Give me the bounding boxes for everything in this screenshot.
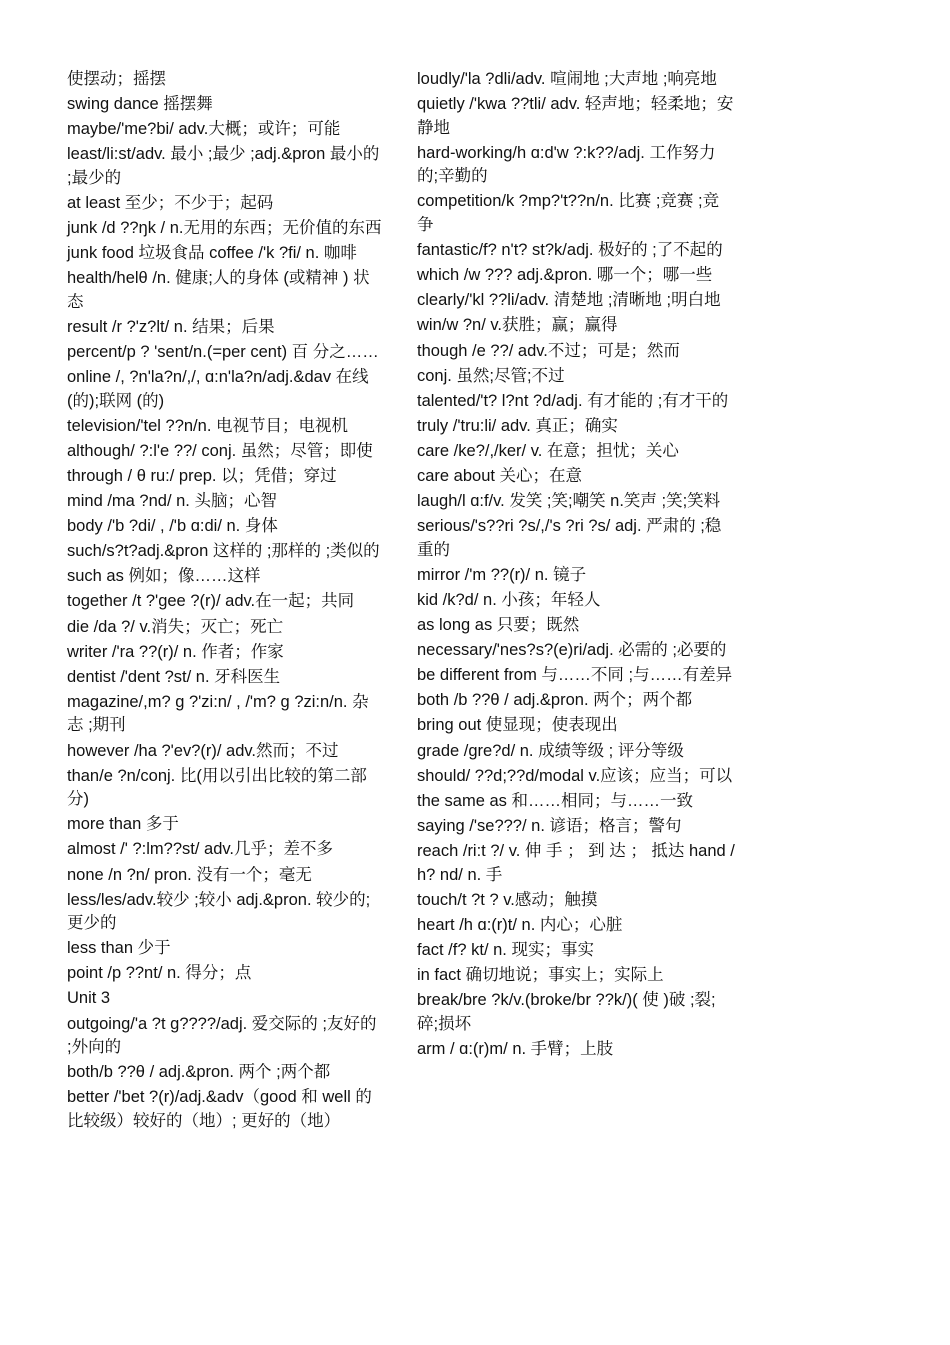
vocab-entry: though /e ??/ adv.不过；可是；然而	[417, 341, 680, 360]
vocab-entry: mirror /'m ??(r)/ n. 镜子	[417, 565, 587, 584]
vocab-entry: talented/'t? l?nt ?d/adj. 有才能的 ;有才干的	[417, 391, 729, 410]
vocab-entry: body /'b ?di/ , /'b ɑ:di/ n. 身体	[67, 517, 278, 536]
vocab-entry: health/helθ /n. 健康;人的身体 (或精神 ) 状态	[67, 269, 370, 311]
vocab-entry: magazine/,m? g ?'zi:n/ , /'m? g ?zi:n/n. 杂志 ;期刊	[67, 692, 369, 735]
vocab-entry: both/b ??θ / adj.&pron. 两个 ;两个都	[67, 1063, 331, 1082]
vocab-entry: outgoing/'a ?t ɡ????/adj. 爱交际的 ;友好的 ;外向的	[67, 1014, 377, 1057]
vocab-entry: care /ke?/,/ker/ v. 在意；担忧；关心	[417, 441, 679, 460]
vocab-entry: less than 少于	[67, 939, 171, 958]
vocab-entry: swing dance 摇摆舞	[67, 95, 213, 114]
vocab-entry: less/les/adv.较少 ;较小 adj.&pron. 较少的;更少的	[67, 890, 371, 933]
vocab-entry: grade /gre?d/ n. 成绩等级 ; 评分等级	[417, 741, 684, 760]
vocab-entry: quietly /'kwa ??tli/ adv. 轻声地；轻柔地；安静地	[417, 95, 734, 137]
vocab-entry: fantastic/f? n't? st?k/adj. 极好的 ;了不起的	[417, 241, 723, 260]
vocab-entry: Unit 3	[67, 989, 111, 1008]
vocab-entry: break/bre ?k/v.(broke/br ??k/)( 使 )破 ;裂;碎;损坏	[417, 990, 716, 1033]
vocab-entry: truly /'tru:li/ adv. 真正；确实	[417, 416, 618, 435]
vocab-entry: at least 至少；不少于；起码	[67, 193, 274, 212]
vocab-entry: than/e ?n/conj. 比(用以引出比较的第二部分)	[67, 766, 367, 809]
vocab-entry: hard-working/h ɑ:d'w ?:k??/adj. 工作努力的;辛勤的	[417, 143, 716, 186]
vocab-entry: through / θ ru:/ prep. 以；凭借；穿过	[67, 467, 337, 485]
vocab-entry: percent/p ? 'sent/n.(=per cent) 百 分之……	[67, 343, 379, 362]
left-column	[67, 68, 385, 1135]
vocab-entry: arm / ɑ:(r)m/ n. 手臂；上肢	[417, 1039, 614, 1058]
vocab-entry: such as 例如；像……这样	[67, 567, 261, 586]
vocab-entry: such/s?t?adj.&pron 这样的 ;那样的 ;类似的	[67, 542, 380, 561]
vocab-entry: 使摆动；摇摆	[67, 70, 166, 88]
right-column	[417, 68, 735, 1063]
vocab-entry: in fact 确切地说；事实上；实际上	[417, 965, 664, 984]
vocab-entry: more than 多于	[67, 815, 179, 834]
vocab-entry: touch/t ?t ? v.感动；触摸	[417, 890, 598, 909]
vocab-entry: better /'bet ?(r)/adj.&adv（good 和 well 的比较级）较好的（地）; 更好的（地）	[67, 1088, 372, 1130]
vocab-entry: however /ha ?'ev?(r)/ adv.然而；不过	[67, 741, 339, 760]
vocab-entry: win/w ?n/ v.获胜；赢；赢得	[417, 316, 618, 335]
vocab-entry: online /, ?n'la?n/,/, ɑ:n'la?n/adj.&dav 在线 (的);联网 (的)	[67, 368, 369, 410]
vocab-entry: although/ ?:l'e ??/ conj. 虽然；尽管；即使	[67, 441, 373, 460]
vocab-entry: both /b ??θ / adj.&pron. 两个；两个都	[417, 691, 693, 710]
vocab-entry: the same as 和……相同；与……一致	[417, 791, 693, 810]
vocab-entry: writer /'ra ??(r)/ n. 作者；作家	[67, 642, 284, 661]
vocab-entry: together /t ?'ɡee ?(r)/ adv.在一起；共同	[67, 592, 355, 611]
vocab-entry: heart /h ɑ:(r)t/ n. 内心；心脏	[417, 915, 623, 934]
vocab-entry: least/li:st/adv. 最小 ;最少 ;adj.&pron 最小的 ;最少的	[67, 145, 380, 187]
vocab-entry: junk /d ??ŋk / n.无用的东西；无价值的东西	[67, 219, 382, 238]
vocab-entry: result /r ?'z?lt/ n. 结果；后果	[67, 317, 275, 336]
vocab-entry: point /p ??nt/ n. 得分；点	[67, 964, 252, 983]
vocab-entry: as long as 只要；既然	[417, 616, 580, 635]
vocab-entry: laugh/l ɑ:f/v. 发笑 ;笑;嘲笑 n.笑声 ;笑;笑料	[417, 492, 721, 511]
vocab-entry: loudly/'la ?dli/adv. 喧闹地 ;大声地 ;响亮地	[417, 70, 717, 88]
vocab-entry: conj. 虽然;尽管;不过	[417, 366, 565, 385]
vocab-entry: kid /k?d/ n. 小孩；年轻人	[417, 590, 601, 609]
vocab-entry: mind /ma ?nd/ n. 头脑；心智	[67, 492, 277, 511]
vocab-entry: television/'tel ??n/n. 电视节目；电视机	[67, 416, 348, 435]
vocab-entry: fact /f? kt/ n. 现实；事实	[417, 940, 594, 959]
vocab-entry: junk food 垃圾食品 coffee /'k ?fi/ n. 咖啡	[67, 244, 357, 263]
vocab-entry: which /w ??? adj.&pron. 哪一个；哪一些	[417, 266, 713, 285]
vocab-entry: dentist /'dent ?st/ n. 牙科医生	[67, 667, 281, 686]
vocab-entry: none /n ?n/ pron. 没有一个；毫无	[67, 865, 312, 884]
vocab-entry: almost /' ?:lm??st/ adv.几乎；差不多	[67, 840, 333, 859]
vocab-entry: competition/k ?mp?'t??n/n. 比赛 ;竞赛 ;竞争	[417, 192, 720, 235]
vocab-entry: should/ ??d;??d/modal v.应该；应当；可以	[417, 766, 733, 785]
vocab-entry: care about 关心；在意	[417, 467, 583, 485]
vocab-entry: maybe/'me?bi/ adv.大概；或许；可能	[67, 120, 341, 139]
vocab-entry: necessary/'nes?s?(e)ri/adj. 必需的 ;必要的	[417, 641, 727, 660]
vocab-entry: saying /'se???/ n. 谚语；格言；警句	[417, 816, 682, 835]
vocab-entry: reach /ri:t ?/ v. 伸 手 ； 到 达 ； 抵达 hand /h? nd/ n. 手	[417, 841, 735, 884]
vocab-entry: die /da ?/ v.消失；灭亡；死亡	[67, 617, 284, 636]
vocab-entry: serious/'s??ri ?s/,/'s ?ri ?s/ adj. 严肃的 ;稳重的	[417, 517, 722, 559]
vocab-entry: be different from 与……不同 ;与……有差异	[417, 666, 733, 685]
vocab-entry: bring out 使显现；使表现出	[417, 716, 618, 735]
vocab-entry: clearly/'kl ??li/adv. 清楚地 ;清晰地 ;明白地	[417, 291, 721, 310]
